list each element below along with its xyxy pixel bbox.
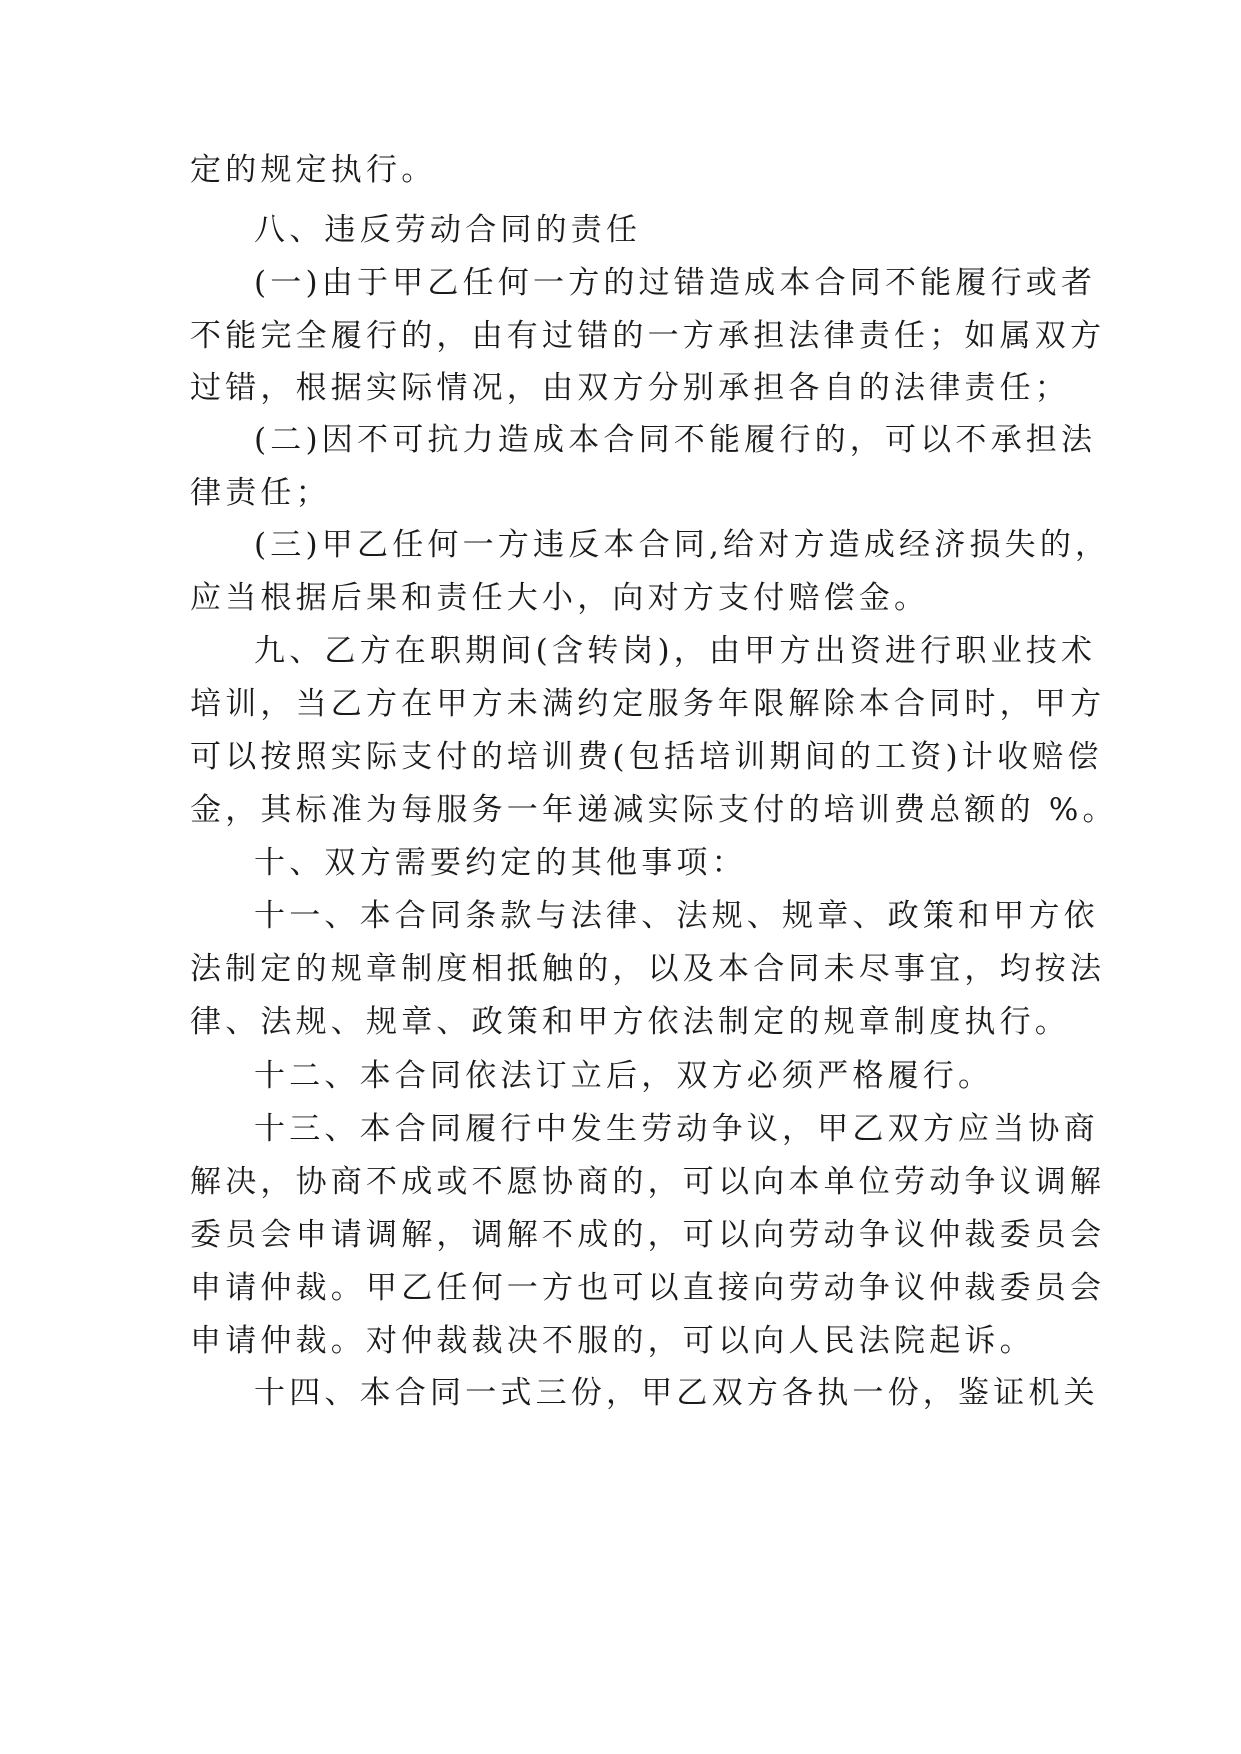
text-line: 过错，根据实际情况，由双方分别承担各自的法律责任； (190, 370, 1070, 406)
text-line: (三)甲乙任何一方违反本合同,给对方造成经济损失的， (254, 527, 1111, 563)
text-line: 应当根据后果和责任大小，向对方支付赔偿金。 (190, 580, 930, 616)
text-line: 解决，协商不成或不愿协商的，可以向本单位劳动争议调解 (190, 1164, 1106, 1200)
text-line: 律、法规、规章、政策和甲方依法制定的规章制度执行。 (190, 1004, 1070, 1040)
text-line: 法制定的规章制度相抵触的，以及本合同未尽事宜，均按法 (190, 951, 1106, 987)
text-line: 不能完全履行的，由有过错的一方承担法律责任；如属双方 (190, 318, 1106, 354)
text-line: (二)因不可抗力造成本合同不能履行的，可以不承担法 (254, 422, 1097, 458)
text-line: 十三、本合同履行中发生劳动争议，甲乙双方应当协商 (254, 1111, 1099, 1147)
section-heading: 十、双方需要约定的其他事项： (254, 845, 747, 881)
text-line: 十二、本合同依法订立后，双方必须严格履行。 (254, 1058, 994, 1094)
section-heading: 八、违反劳动合同的责任 (254, 212, 642, 248)
text-line: 十四、本合同一式三份，甲乙双方各执一份，鉴证机关 (254, 1375, 1099, 1411)
text-line: 委员会申请调解，调解不成的，可以向劳动争议仲裁委员会 (190, 1217, 1106, 1253)
text-line: 律责任； (190, 475, 331, 511)
text-line: (一)由于甲乙任何一方的过错造成本合同不能履行或者 (254, 265, 1097, 301)
text-line: 申请仲裁。甲乙任何一方也可以直接向劳动争议仲裁委员会 (190, 1270, 1106, 1306)
text-line: 十一、本合同条款与法律、法规、规章、政策和甲方依 (254, 898, 1099, 934)
text-line: 金，其标准为每服务一年递减实际支付的培训费总额的 %。 (190, 792, 1118, 828)
text-line: 定的规定执行。 (190, 152, 437, 188)
text-line: 九、乙方在职期间(含转岗)，由甲方出资进行职业技术 (254, 633, 1097, 669)
text-line: 申请仲裁。对仲裁裁决不服的，可以向人民法院起诉。 (190, 1323, 1035, 1359)
text-line: 可以按照实际支付的培训费(包括培训期间的工资)计收赔偿 (190, 739, 1103, 775)
text-line: 培训，当乙方在甲方未满约定服务年限解除本合同时，甲方 (190, 686, 1106, 722)
